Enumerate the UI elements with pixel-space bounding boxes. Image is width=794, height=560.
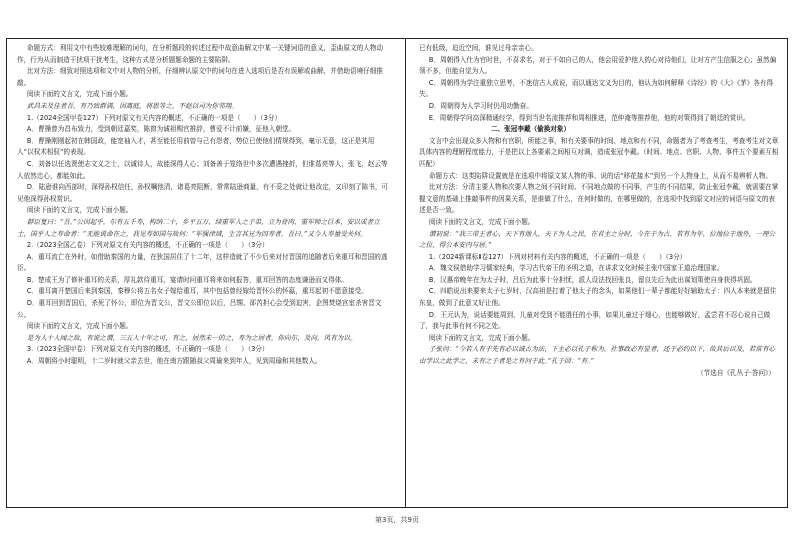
paragraph: 命题方式：利用文中有些较难理解的词句，在分析题段的转述过程中故意曲解文中某一关键词语的意义，歪曲原文的人物动作，行为从而制造干扰项干扰考生，这种方式是分析题题命题的主要陷阱。 xyxy=(17,44,383,64)
paragraph: 比对方法：细致对照选项和文中对人物的分析，仔细辨认原文中的词句在进入选项后是否有误解或曲解，并借助语境仔细推敲。 xyxy=(17,67,383,87)
paragraph: 阅读下面的文言文，完成下面小题。 xyxy=(26,90,133,99)
exam-page xyxy=(6,38,788,508)
paragraph: 比对方法：分清主要人物和次要人物之间不同时间、不同地点做的不同事，产生的不同结果，防止张冠李戴，就需要在掌握文意的基础上推敲事件的因果关系，是谁做了什么，在何时做的，在哪里做的，在选项中找到原文对应的词语与原文的表述是否一致。 xyxy=(419,183,779,215)
paragraph: C．周朝得为学注重独立思考，不迷信古人成说，而以通达文义为目的，他认为如何解释《诗经》的《大》《茅》各有得失。 xyxy=(419,78,774,99)
paragraph: D．重耳回到晋国后，杀死了怀公，即位为晋文公，晋文公即位以后，吕甥、郤芮担心会受到迫害，企图焚烧宫室杀害晋文公。 xyxy=(17,299,382,319)
paragraph: 3.（2023全国甲卷）下列对原文有关内容的概述，不正确的一项是（ ）（3分） xyxy=(26,345,269,354)
paragraph: D．王元认为，说话要能周到，儿童对受到不能胜任的小事，如果儿童过于细心，也能够做好，孟尝君不忍心说自己做了，我与此事有何不同之处。 xyxy=(419,310,771,331)
paragraph: A．周朝将小时聪明，十二岁时就父亲去世，他在南方跟随叔父周瑜来到年人，见到周瑜和其他数人。 xyxy=(26,357,322,366)
paragraph: B．周朝得入仕为官时世，不喜求名，对于不如自己的人，他会用爱护他人的心对待他们，让对方产生信服之心；虽然偏领不多，但能自觉为人。 xyxy=(419,55,777,76)
column-divider xyxy=(405,39,406,507)
paragraph: D．陆逊谁向西部时，深得孙权信任，孙权嘱他清，诸葛亮阻断，常常陆逊商量，有不妥之处就让他改定，又印刻了陈书，可见他深得孙权赏识。 xyxy=(17,183,389,203)
paragraph: D．周朝得为人学习时仍用功勤奋。 xyxy=(428,101,533,110)
paragraph: B．汉惠帝晚年在为太子时，吕后为此事十分担忧，派人设法找回张良，留良先后为此出谋划策使自身获得巩固。 xyxy=(428,275,757,284)
paragraph: （节选自《孔丛子·答问》） xyxy=(697,368,775,377)
paragraph: B．曹操刚刚起初在韩国政，能宽袖入才，甚至能任用前曾与己有怨者，势位已使他们情规得到，毫示无意，这正是其用人“以权术相驭”的表现。 xyxy=(17,136,375,157)
classical-text: 群臣复曰：“吾，”公因起乎，尔有五千寿，构纳二十，乡平五万，续重军人之子弟，立为骨肉，重军师之巨本，安以成者立士，国乎人之寿命者：“无能说命在之，我见寿如国与故何：“军强津域，生言其兄为四寿者，吾曰。”又今人寿量受关何。 xyxy=(17,217,380,238)
paragraph: 1.（2024全国甲卷127）下列对原文有关内容的概述，不正确的一项是（ ）（3分） xyxy=(26,113,282,122)
paragraph: A．魏文侯借助学习儒家经典，学习古代帝王的圣明之道，在讲求文化时候主张中国家王道治理国家。 xyxy=(428,264,724,273)
paragraph: 文言中会出现众多人物和有官职，所能之事，和有关要事的时间、地点和有不同，命题者为了考查考生，考查考生对文章具体内容的理解程度能力，于是把以上各要素之间相互对调，造成张冠李戴。（时间、地点、官职、人物、事件五个要素互相匹配） xyxy=(419,136,779,168)
paragraph: 2.（2023全国乙卷）下列对原文有关内容的概述，不正确的一项是（ ）（3分） xyxy=(26,241,269,250)
paragraph: 1.（2024新课标Ⅱ卷127）下列对材料有关内容的概述，不正确的一项是（ ）（3分） xyxy=(428,252,687,261)
paragraph: B．楚成王为了修补重耳的关系，厚礼款待重耳，宴请时问重耳将来如何报答，重耳回答的态度谦逊而又得体。 xyxy=(26,275,348,284)
paragraph: 阅读下面的文言文，完成下面小题。 xyxy=(428,217,535,226)
paragraph: 阅读下面的文言文，完成下面小题。 xyxy=(26,322,133,331)
paragraph: A．曹操曾为昌布致力，受到朝廷嘉奖，陈窗为诚祖赐官推辞，曹爱不计前嫌，征他入朝堂。 xyxy=(26,125,296,134)
paragraph: 阅读下面的文言文，完成下面小题。 xyxy=(26,206,133,215)
section-heading: 二、张冠李戴（偷换对象） xyxy=(491,125,571,134)
paragraph: 已有低级，迫近空间，谁见过母亲亲心。 xyxy=(419,44,538,52)
classical-text: 谓初说：“我三帝王者心，天下有地人，天下为人之民，在君主之分时，今在于为古，若有为年，位地位于地外，一理公之位，得公本安内与居。” xyxy=(419,229,776,250)
page-footer: 第3页，共9页 xyxy=(375,516,419,524)
classical-text: 武昌未及佳者吾，有乃致群满，因离庭，将恩等之，不赵以司为你邻翔。 xyxy=(26,101,238,110)
paragraph: C．重耳离开楚国后来到秦国，秦穆公将五名女子嫁给重耳，其中包括曾经嫁给晋怀公的怀嬴，重耳起初不愿意接受。 xyxy=(26,287,368,296)
paragraph: C．刘备以任选贤使志文义之士，以诚待人，故能深得人心；刘备善于笼络世中多次遭遇挫折，但谁葛亮等人，张飞、赵云等人依然忠心，都能如此。 xyxy=(17,159,388,180)
classical-text: 是为人十人闻之故，有说之谓，三五人十年之可，有之，居然未一的之，寿为之居者，你向尔，及向，风有为以。 xyxy=(26,333,357,342)
classical-text: 子张问：“今若人有于先有必以诚古为法，下主必以孔子称为，社事政必有显者，还于必约以下，故其后以及，若常有心由学以之此学之，未有之子者是之有问于此。”孔子回：“有。” xyxy=(419,345,776,366)
paragraph: E．周朝得学问高深精通经学，得到当世名流推荐和周相推进，范仲淹等推荐他，他的对策得到了朝廷的赏识。 xyxy=(428,113,750,122)
paragraph: A．重耳流亡在外时，如借助秦国的力量，在狄国居住了十二年，这样造就了不少后来对付晋国的追随者后来重耳和晋国的逃臣。 xyxy=(17,252,388,273)
paragraph: 命题方式：这类陷阱设置就是在选项中将原文某人物的事、说的话“移花接木”到另一个人物身上，从而不易辨析人物。 xyxy=(428,171,773,180)
paragraph: C．四皓说出来要来太子七岁时，汉高祖是打着了他太子的念头，如果他们一辈子都能好好辅助太子：四人本来就是留住东皇，做到了此意又好让他。 xyxy=(419,287,777,308)
paragraph: 阅读下面的文言文，完成下面小题。 xyxy=(428,333,535,342)
right-column xyxy=(419,43,779,379)
left-column xyxy=(17,43,389,368)
